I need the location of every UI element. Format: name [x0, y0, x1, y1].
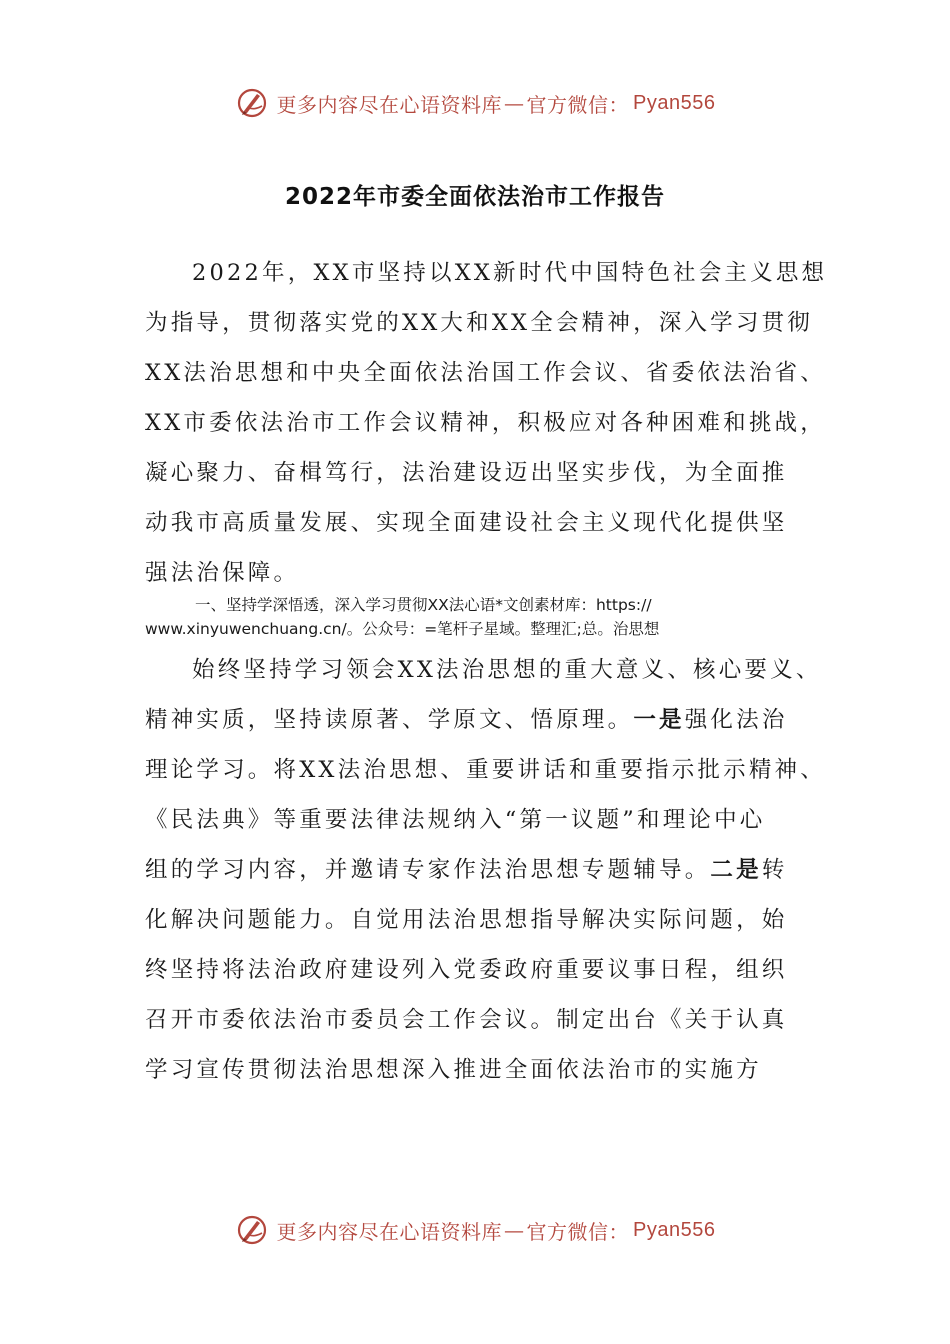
text-line	[145, 845, 815, 895]
watermark-official: 官方微信：	[526, 92, 630, 117]
heading-line: 一、坚持学深悟透，深入学习贯彻XX法心语*文创素材库：https://	[195, 596, 652, 614]
text-line: 《民法典》等重要法律法规纳入“第一议题”和理论中心	[145, 807, 766, 833]
watermark-text: 更多内容尽在心语资料库	[276, 1219, 503, 1244]
header-watermark	[0, 83, 950, 123]
footer-watermark	[0, 1210, 950, 1250]
paragraph-intro	[145, 248, 828, 598]
text-line: 为指导，贯彻落实党的XX大和XX全会精神，深入学习贯彻	[145, 310, 813, 336]
text-line	[145, 695, 815, 745]
text-line: 化解决问题能力。自觉用法治思想指导解决实际问题，始	[145, 907, 788, 933]
text-line: 理论学习。将XX法治思想、重要讲话和重要指示批示精神、	[145, 757, 826, 783]
text-line: 强法治保障。	[145, 560, 300, 586]
watermark-id: Pyan556	[633, 1218, 716, 1241]
watermark-dash: —	[504, 1218, 525, 1242]
text-line: 召开市委依法治市委员会工作会议。制定出台《关于认真	[145, 1007, 788, 1033]
text-line: 终坚持将法治政府建设列入党委政府重要议事日程，组织	[145, 957, 788, 983]
bold-marker-second: 二是	[710, 857, 762, 883]
text-run: 转	[761, 857, 788, 883]
text-line: 学习宣传贯彻法治思想深入推进全面依法治市的实施方	[145, 1057, 762, 1083]
watermark-text: 更多内容尽在心语资料库	[276, 92, 503, 117]
bold-marker-first: 一是	[633, 707, 685, 733]
watermark-dash: —	[504, 91, 525, 115]
pen-logo-icon	[235, 86, 269, 120]
text-line: 始终坚持学习领会XX法治思想的重大意义、核心要义、	[192, 657, 822, 683]
text-run: 精神实质，坚持读原著、学原文、悟原理。	[145, 707, 634, 733]
text-line: XX市委依法治市工作会议精神，积极应对各种困难和挑战，	[145, 410, 826, 436]
pen-logo-icon	[235, 1213, 269, 1247]
section-heading-1	[145, 593, 825, 641]
text-line: 2022年，XX市坚持以XX新时代中国特色社会主义思想	[192, 260, 828, 286]
text-run: 组的学习内容，并邀请专家作法治思想专题辅导。	[145, 857, 711, 883]
document-title: 2022年市委全面依法治市工作报告	[284, 184, 665, 210]
text-line: XX法治思想和中央全面依法治国工作会议、省委依法治省、	[145, 360, 826, 386]
text-line: 凝心聚力、奋楫笃行，法治建设迈出坚实步伐，为全面推	[145, 460, 788, 486]
paragraph-section-1	[145, 645, 826, 1095]
watermark-id: Pyan556	[633, 91, 716, 114]
text-line: 动我市高质量发展、实现全面建设社会主义现代化提供坚	[145, 510, 788, 536]
watermark-official: 官方微信：	[526, 1219, 630, 1244]
heading-line: www.xinyuwenchuang.cn/。公众号：=笔杆子星域。整理汇;总。治思想	[145, 620, 660, 638]
text-run: 强化法治	[684, 707, 788, 733]
